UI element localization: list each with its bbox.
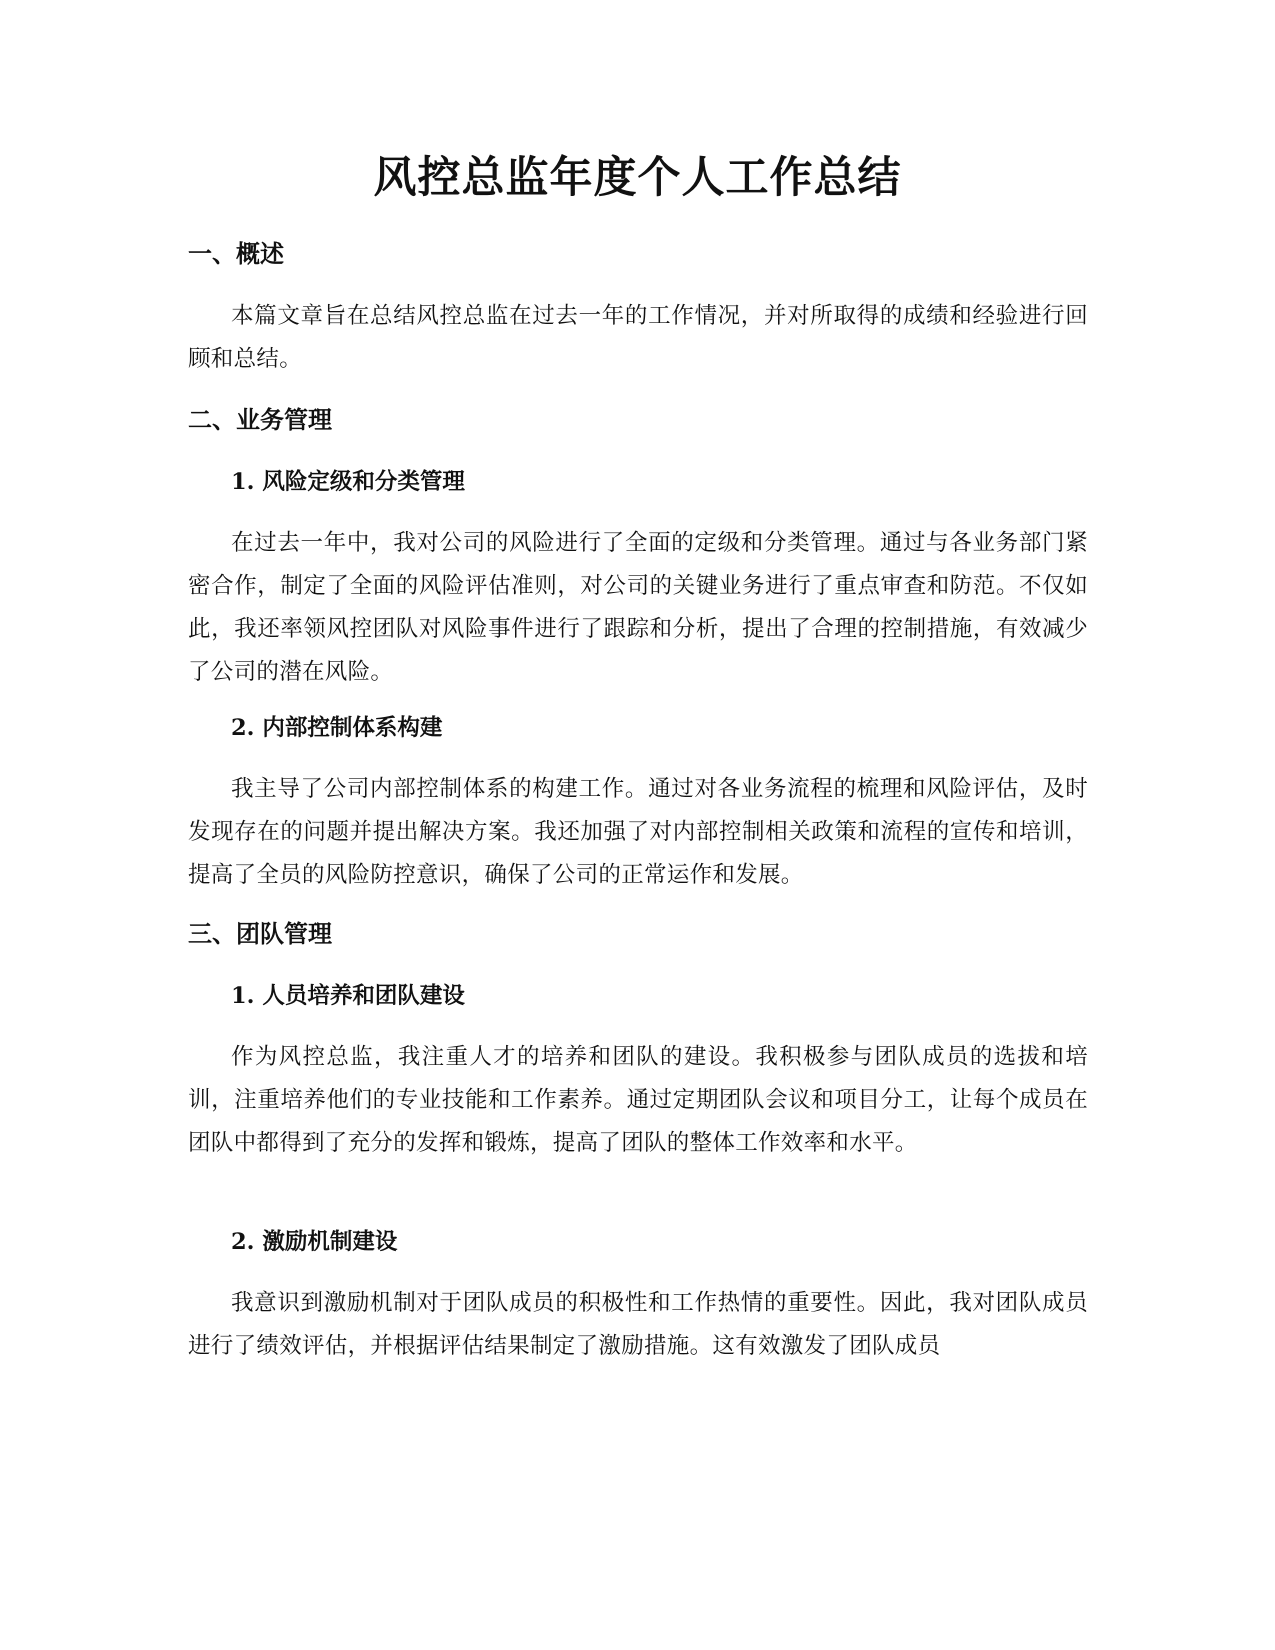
section-heading-team-management: 三、团队管理 [188,920,332,948]
section-heading-business-management: 二、业务管理 [188,406,332,434]
subheading-risk-grading: 1. 风险定级和分类管理 [231,469,465,495]
section-paragraph-overview: 本篇文章旨在总结风控总监在过去一年的工作情况，并对所取得的成绩和经验进行回顾和总结。 [188,303,1088,372]
paragraph-internal-control: 我主导了公司内部控制体系的构建工作。通过对各业务流程的梳理和风险评估，及时发现存在的问题并提出解决方案。我还加强了对内部控制相关政策和流程的宣传和培训，提高了全员的风险防控意识，确保了公司的正常运作和发展。 [188,776,1088,888]
section-heading-overview: 一、概述 [188,240,284,268]
paragraph-talent-development: 作为风控总监，我注重人才的培养和团队的建设。我积极参与团队成员的选拔和培训，注重培养他们的专业技能和工作素养。通过定期团队会议和项目分工，让每个成员在团队中都得到了充分的发挥和锻炼，提高了团队的整体工作效率和水平。 [188,1044,1088,1156]
paragraph-risk-grading: 在过去一年中，我对公司的风险进行了全面的定级和分类管理。通过与各业务部门紧密合作，制定了全面的风险评估准则，对公司的关键业务进行了重点审查和防范。不仅如此，我还率领风控团队对风险事件进行了跟踪和分析，提出了合理的控制措施，有效减少了公司的潜在风险。 [188,530,1088,685]
subheading-talent-development: 1. 人员培养和团队建设 [231,983,465,1009]
subheading-internal-control: 2. 内部控制体系构建 [231,715,443,741]
paragraph-incentive-mechanism: 我意识到激励机制对于团队成员的积极性和工作热情的重要性。因此，我对团队成员进行了绩效评估，并根据评估结果制定了激励措施。这有效激发了团队成员 [188,1290,1088,1359]
subheading-incentive-mechanism: 2. 激励机制建设 [231,1229,398,1255]
document-title: 风控总监年度个人工作总结 [373,153,902,203]
